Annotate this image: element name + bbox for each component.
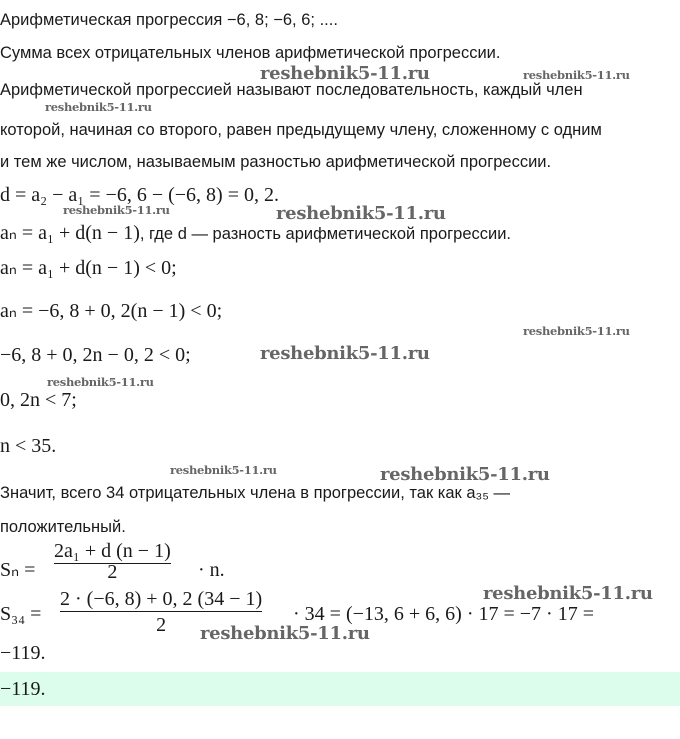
inequality-3: −6, 8 + 0, 2n − 0, 2 < 0; xyxy=(0,344,191,366)
sum-formula-denominator: 2 xyxy=(107,561,118,583)
watermark: reshebnik5-11.ru xyxy=(380,464,550,485)
inequality-5: n < 35. xyxy=(0,435,57,457)
watermark: reshebnik5-11.ru xyxy=(45,100,152,114)
s34-numerator: 2 · (−6, 8) + 0, 2 (34 − 1) xyxy=(60,588,263,610)
conclusion-line-2: положительный. xyxy=(0,518,126,536)
inequality-4: 0, 2n < 7; xyxy=(0,389,77,411)
watermark: reshebnik5-11.ru xyxy=(523,324,630,338)
watermark: reshebnik5-11.ru xyxy=(260,343,430,364)
watermark: reshebnik5-11.ru xyxy=(523,68,630,82)
watermark: reshebnik5-11.ru xyxy=(170,463,277,477)
s34-rhs: · 34 = (−13, 6 + 6, 6) · 17 = −7 · 17 = xyxy=(293,603,594,625)
problem-statement: Арифметическая прогрессия −6, 8; −6, 6; .... xyxy=(0,11,338,29)
conclusion-line-1: Значит, всего 34 отрицательных члена в прогрессии, так как a₃₅ — xyxy=(0,484,510,502)
s34-lhs: S₃₄ = xyxy=(0,603,42,625)
nth-term-note: , где d — разность арифметической прогрессии. xyxy=(139,225,512,243)
watermark: reshebnik5-11.ru xyxy=(260,63,430,84)
nth-term-formula xyxy=(0,222,511,245)
inequality-1: aₙ = a₁ + d(n − 1) < 0; xyxy=(0,257,177,279)
watermark: reshebnik5-11.ru xyxy=(276,203,446,224)
nth-term-expression: aₙ = a₁ + d(n − 1) xyxy=(0,222,140,244)
s34-result: −119. xyxy=(0,642,46,664)
watermark: reshebnik5-11.ru xyxy=(483,583,653,604)
s34-denominator: 2 xyxy=(156,614,167,636)
sum-formula-numerator: 2a₁ + d (n − 1) xyxy=(54,540,171,562)
sum-formula-lhs: Sₙ = xyxy=(0,559,36,581)
problem-question: Сумма всех отрицательных членов арифметической прогрессии. xyxy=(0,44,501,62)
sum-formula-fraction xyxy=(54,540,171,583)
inequality-2: aₙ = −6, 8 + 0, 2(n − 1) < 0; xyxy=(0,300,223,322)
answer-value: −119. xyxy=(0,678,46,700)
definition-line-2: которой, начиная со второго, равен предыдущему члену, сложенному с одним xyxy=(0,121,602,139)
watermark: reshebnik5-11.ru xyxy=(200,623,370,644)
answer-box xyxy=(0,672,680,706)
watermark: reshebnik5-11.ru xyxy=(47,375,154,389)
watermark: reshebnik5-11.ru xyxy=(63,203,170,217)
definition-line-3: и тем же числом, называемым разностью арифметической прогрессии. xyxy=(0,153,552,171)
sum-formula-rhs: · n. xyxy=(198,559,225,581)
difference-calculation: d = a₂ − a₁ = −6, 6 − (−6, 8) = 0, 2. xyxy=(0,184,279,206)
definition-line-1: Арифметической прогрессией называют последовательность, каждый член xyxy=(0,81,583,99)
